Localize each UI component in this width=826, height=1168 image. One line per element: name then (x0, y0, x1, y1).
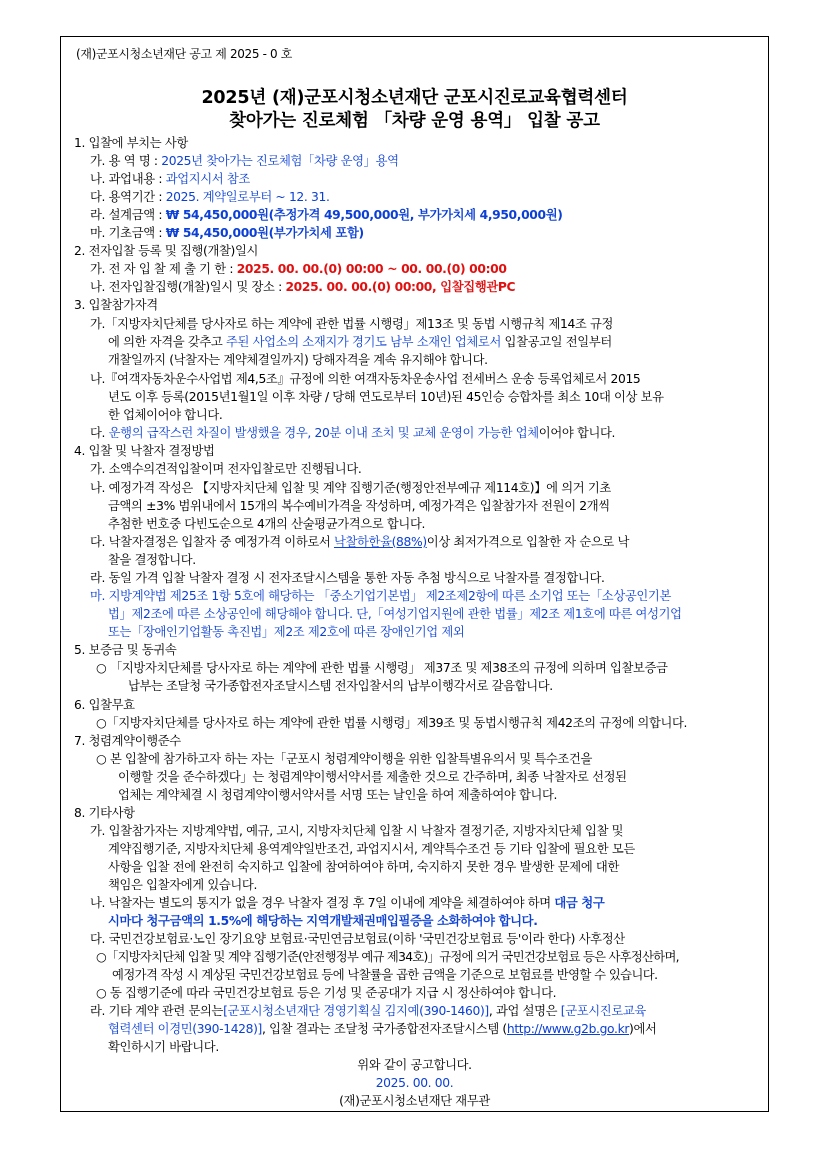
s8-d-line-2: 협력센터 이경민(390-1428)], 입찰 결과는 조달청 국가종합전자조달시스템 (http://www.g2b.go.kr)에서 (108, 1022, 657, 1036)
section-3-heading: 3. 입찰참가자격 (74, 298, 158, 312)
s4-e-line-2: 법」제2조에 따른 소상공인에 해당해야 합니다. 단,「여성기업지원에 관한 법률」제2조 제1호에 따른 여성기업 (108, 607, 682, 621)
g2b-link[interactable]: http://www.g2b.go.kr (506, 1022, 630, 1036)
s8-c-line-3: 예정가격 작성 시 계상된 국민건강보험료 등에 낙찰률을 곱한 금액을 기준으로 보험료를 반영할 수 있습니다. (112, 968, 658, 982)
s4-d-line: 라. 동일 가격 입찰 낙찰자 결정 시 전자조달시스템을 통한 자동 추첨 방식으로 낙찰자를 결정합니다. (90, 571, 605, 585)
closing-statement: 위와 같이 공고합니다. (357, 1058, 472, 1072)
s4-c-line-1: 다. 낙찰자결정은 입찰자 중 예정가격 이하로서 낙찰하한율(88%)이상 최저가격으로 입찰한 자 순으로 낙 (90, 535, 630, 549)
s8-b-line-2: 시마다 청구금액의 1.5%에 해당하는 지역개발채권매입필증을 소화하여야 합니다. (108, 914, 538, 928)
doc-header: (재)군포시청소년재단 공고 제 2025 - 0 호 (76, 47, 293, 61)
title-line-1: 2025년 (재)군포시청소년재단 군포시진로교육협력센터 (201, 88, 628, 108)
s5-line-2: 납부는 조달청 국가종합전자조달시스템 전자입찰서의 납부이행각서로 갈음합니다. (128, 679, 553, 693)
s8-c-line-1: 다. 국민건강보험료·노인 장기요양 보험료·국민연금보험료(이하 '국민건강보험료 등'이라 한다) 사후정산 (90, 932, 625, 946)
s8-a-line-2: 계약집행기준, 지방자치단체 용역계약일반조건, 과업지시서, 계약특수조건 등 기타 입찰에 필요한 모든 (108, 842, 635, 856)
s2-item-a: 가. 전 자 입 찰 제 출 기 한 : 2025. 00. 00.(0) 00:00 ~ 00. 00.(0) 00:00 (90, 262, 507, 276)
s5-line-1: ○ 「지방자치단체를 당사자로 하는 계약에 관한 법률 시행령」 제37조 및 제38조의 규정에 의하며 입찰보증금 (96, 661, 668, 675)
s7-line-1: ○ 본 입찰에 참가하고자 하는 자는「군포시 청렴계약이행을 위한 입찰특별유의서 및 특수조건을 (96, 752, 593, 766)
section-4-heading: 4. 입찰 및 낙찰자 결정방법 (74, 444, 215, 458)
s1-item-e: 마. 기초금액 : ₩ 54,450,000원(부가가치세 포함) (90, 226, 364, 240)
s8-c-line-2: ○「지방자치단체 입찰 및 계약 집행기준(안전행정부 예규 제34호)」규정에 의거 국민건강보험료 등은 사후정산하며, (96, 950, 679, 964)
s8-b-line-1: 나. 낙찰자는 별도의 통지가 없을 경우 낙찰자 결정 후 7일 이내에 계약을 체결하여야 하며 대금 청구 (90, 896, 605, 910)
s1-item-c: 다. 용역기간 : 2025. 계약일로부터 ~ 12. 31. (90, 190, 330, 204)
section-6-heading: 6. 입찰무효 (74, 698, 135, 712)
section-7-heading: 7. 청렴계약이행준수 (74, 734, 181, 748)
s3-b-line-1: 나.『여객자동차운수사업법 제4,5조』규정에 의한 여객자동차운송사업 전세버스 운송 등록업체로서 2015 (90, 372, 641, 386)
closing-org: (재)군포시청소년재단 재무관 (339, 1094, 490, 1108)
section-5-heading: 5. 보증금 및 동귀속 (74, 643, 177, 657)
s3-a-line-1: 가.「지방자치단체를 당사자로 하는 계약에 관한 법률 시행령」제13조 및 동법 시행규칙 제14조 규정 (90, 317, 614, 331)
s8-d-line-1: 라. 기타 계약 관련 문의는[군포시청소년재단 경영기획실 김지예(390-1460)], 과업 설명은 [군포시진로교육 (90, 1004, 646, 1018)
s8-a-line-4: 책임은 입찰자에게 있습니다. (108, 878, 258, 892)
section-8-heading: 8. 기타사항 (74, 806, 135, 820)
s3-b-line-2: 년도 이후 등록(2015년1월1일 이후 차량 / 당해 연도로부터 10년)된 45인승 승합차를 최소 10대 이상 보유 (108, 390, 664, 404)
s8-a-line-1: 가. 입찰참가자는 지방계약법, 예규, 고시, 지방자치단체 입찰 시 낙찰자 결정기준, 지방자치단체 입찰 및 (90, 824, 624, 838)
section-2-heading: 2. 전자입찰 등록 및 집행(개찰)일시 (74, 244, 259, 258)
s3-a-line-2: 에 의한 자격을 갖추고 주된 사업소의 소재지가 경기도 남부 소재인 업체로서 입찰공고일 전일부터 (108, 335, 612, 349)
s1-item-d: 라. 설계금액 : ₩ 54,450,000원(추정가격 49,500,000원, 부가가치세 4,950,000원) (90, 208, 563, 222)
s8-d-line-3: 확인하시기 바랍니다. (108, 1040, 219, 1054)
s4-b-line-3: 추첨한 번호중 다빈도순으로 4개의 산술평균가격으로 합니다. (108, 517, 426, 531)
s4-e-line-1: 마. 지방계약법 제25조 1항 5호에 해당하는 「중소기업기본법」 제2조제2항에 따른 소기업 또는「소상공인기본 (90, 589, 671, 603)
s4-b-line-1: 나. 예정가격 작성은 【지방자치단체 입찰 및 계약 집행기준(행정안전부예규 제114호)】에 의거 기초 (90, 481, 611, 495)
closing-date: 2025. 00. 00. (375, 1076, 454, 1090)
s3-c-line: 다. 운행의 급작스런 차질이 발생했을 경우, 20분 이내 조치 및 교체 운영이 가능한 업체이어야 합니다. (90, 426, 616, 440)
s4-e-line-3: 또는「장애인기업활동 촉진법」제2조 제2호에 따른 장애인기업 제외 (108, 625, 465, 639)
s8-c-line-4: ○ 동 집행기준에 따라 국민건강보험료 등은 기성 및 준공대가 지급 시 정산하여야 합니다. (96, 986, 557, 1000)
s7-line-2: 이행할 것을 준수하겠다」는 청렴계약이행서약서를 제출한 것으로 간주하며, 최종 낙찰자로 선정된 (118, 770, 627, 784)
title-line-2: 찾아가는 진로체험 「차량 운영 용역」 입찰 공고 (229, 111, 600, 131)
s3-a-line-3: 개찰일까지 (낙찰자는 계약체결일까지) 당해자격을 계속 유지해야 합니다. (108, 353, 488, 367)
s8-a-line-3: 사항을 입찰 전에 완전히 숙지하고 입찰에 참여하여야 하며, 숙지하지 못한 경우 발생한 문제에 대한 (108, 860, 619, 874)
s4-a-line: 가. 소액수의견적입찰이며 전자입찰로만 진행됩니다. (90, 462, 362, 476)
s4-b-line-2: 금액의 ±3% 범위내에서 15개의 복수예비가격을 작성하며, 예정가격은 입찰참가자 전원이 2개씩 (108, 499, 610, 513)
s6-line-1: ○「지방자치단체를 당사자로 하는 계약에 관한 법률 시행령」제39조 및 동법시행규칙 제42조의 규정에 의합니다. (96, 716, 688, 730)
s3-b-line-3: 한 업체이어야 합니다. (108, 408, 223, 422)
s1-item-b: 나. 과업내용 : 과업지시서 참조 (90, 172, 250, 186)
s2-item-b: 나. 전자입찰집행(개찰)일시 및 장소 : 2025. 00. 00.(0) 00:00, 입찰집행관PC (90, 280, 516, 294)
s1-item-a: 가. 용 역 명 : 2025년 찾아가는 진로체험「차량 운영」용역 (90, 154, 399, 168)
section-1-heading: 1. 입찰에 부치는 사항 (74, 136, 188, 150)
s4-c-line-2: 찰을 결정합니다. (108, 553, 196, 567)
s7-line-3: 업체는 계약체결 시 청렴계약이행서약서를 서명 또는 날인을 하여 제출하여야 합니다. (118, 788, 558, 802)
